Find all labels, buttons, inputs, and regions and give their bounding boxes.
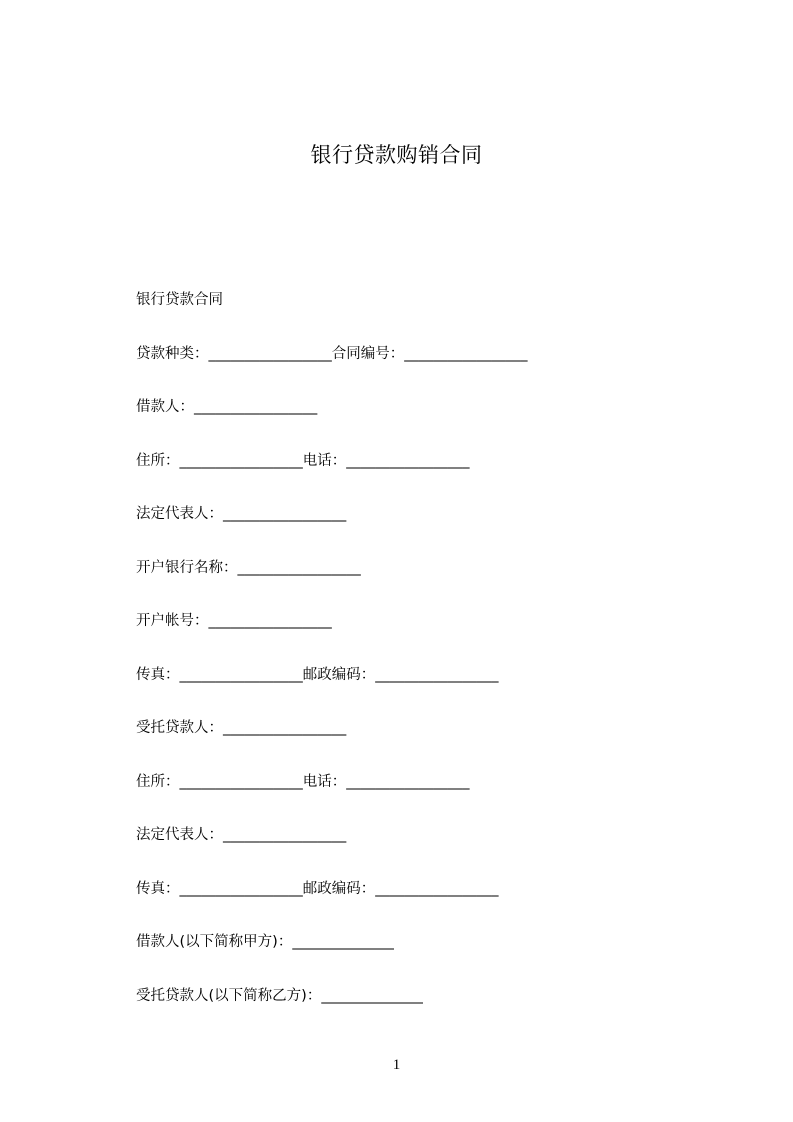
borrower-line: 借款人：_________________	[136, 399, 318, 415]
trustee-legal-representative-line: 法定代表人：_________________	[136, 827, 347, 843]
borrower-legal-representative-line: 法定代表人：_________________	[136, 506, 347, 522]
section-heading: 银行贷款合同	[136, 292, 223, 308]
page-number: 1	[392, 1057, 401, 1073]
borrower-fax-postcode-line: 传真：_________________邮政编码：_________________	[136, 666, 499, 683]
account-number-line: 开户帐号：_________________	[136, 613, 332, 629]
trustee-fax-postcode-line: 传真：_________________邮政编码：_________________	[136, 880, 499, 897]
bank-name-line: 开户银行名称：_________________	[136, 559, 361, 576]
loan-type-contract-number-line: 贷款种类：_________________合同编号：_________________	[136, 345, 528, 362]
document-title: 银行贷款购销合同	[310, 143, 483, 167]
borrower-address-phone-line: 住所：_________________电话：_________________	[136, 452, 470, 469]
contract-fields	[136, 288, 696, 1037]
trustee-lender-line: 受托贷款人：_________________	[136, 720, 347, 736]
trustee-address-phone-line: 住所：_________________电话：_________________	[136, 773, 470, 790]
party-a-line: 借款人(以下简称甲方)：______________	[136, 934, 394, 950]
party-b-line: 受托贷款人(以下简称乙方)：______________	[136, 987, 423, 1004]
